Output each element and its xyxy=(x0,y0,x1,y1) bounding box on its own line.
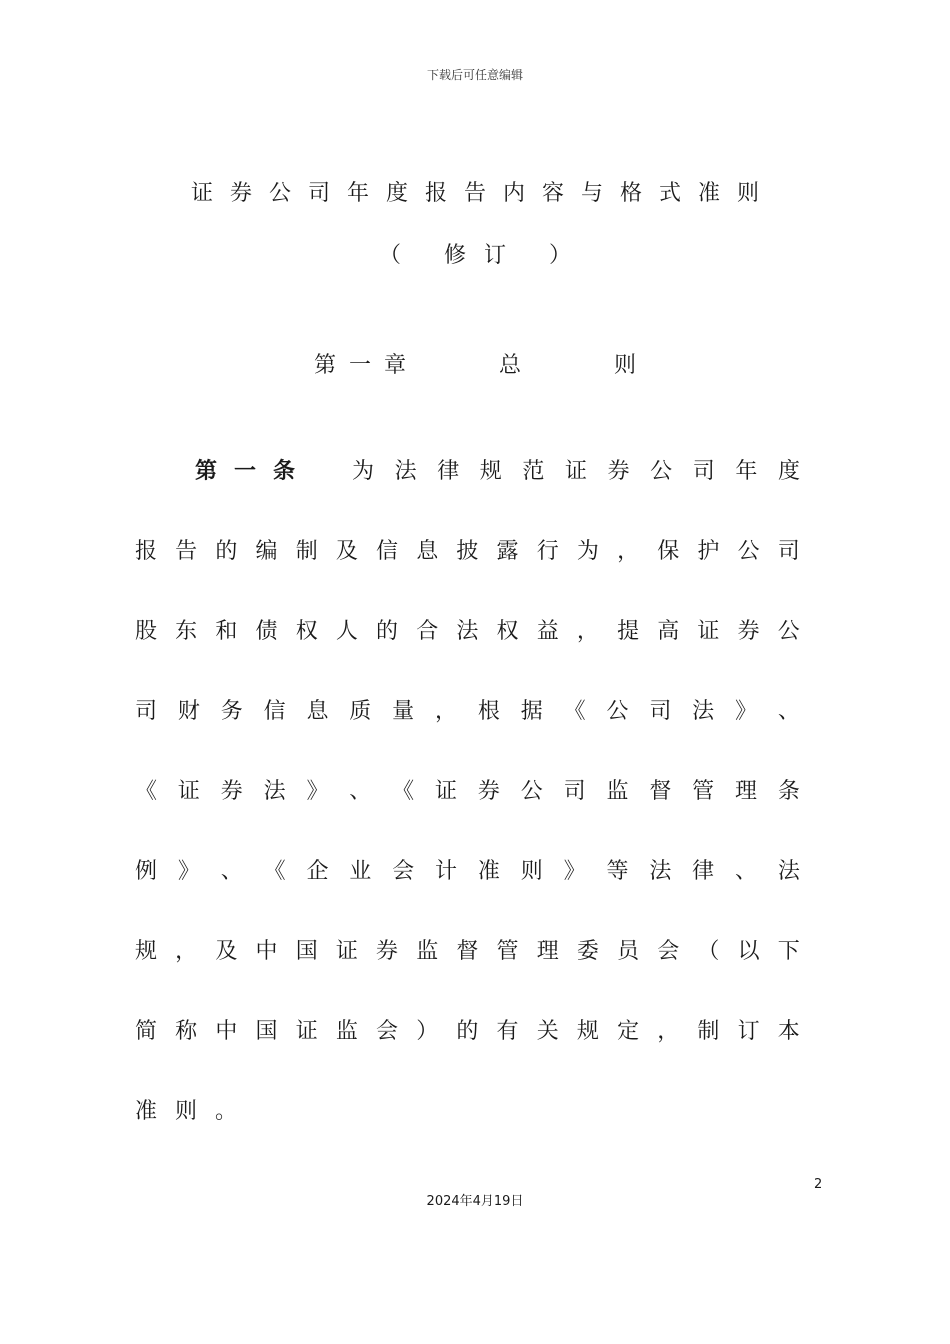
article-label: 第一条 xyxy=(195,459,313,484)
article-text-line: 例 》 、 《 企 业 会 计 准 则 》 等 法 律 、 法 xyxy=(135,859,800,884)
document-subtitle: （ 修订 ） xyxy=(379,243,589,268)
header-note: 下载后可任意编辑 xyxy=(426,68,523,82)
article-first-line xyxy=(195,457,800,487)
article-text-line: 报 告 的 编 制 及 信 息 披 露 行 为 ， 保 护 公 司 xyxy=(135,539,800,564)
document-title: 证券公司年度报告内容与格式准则 xyxy=(190,181,776,206)
article-text-line: 规 ， 及 中 国 证 券 监 督 管 理 委 员 会 （ 以 下 xyxy=(135,939,800,964)
article-text-line: 为 法 律 规 范 证 券 公 司 年 度 xyxy=(352,459,800,484)
article-last-line: 准则。 xyxy=(135,1099,256,1124)
article-text-line: 简 称 中 国 证 监 会 ） 的 有 关 规 定 ， 制 订 本 xyxy=(135,1019,800,1044)
article-text-line: 司 财 务 信 息 质 量 ， 根 据 《 公 司 法 》 、 xyxy=(135,699,800,724)
page-number: 2 xyxy=(814,1177,823,1192)
footer-date: 2024年4月19日 xyxy=(426,1194,524,1209)
article-text-line: 股 东 和 债 权 人 的 合 法 权 益 ， 提 高 证 券 公 xyxy=(135,619,800,644)
article-text-line: 《 证 券 法 》 、 《 证 券 公 司 监 督 管 理 条 xyxy=(135,779,800,804)
chapter-heading: 第一章 总 则 xyxy=(314,353,649,378)
